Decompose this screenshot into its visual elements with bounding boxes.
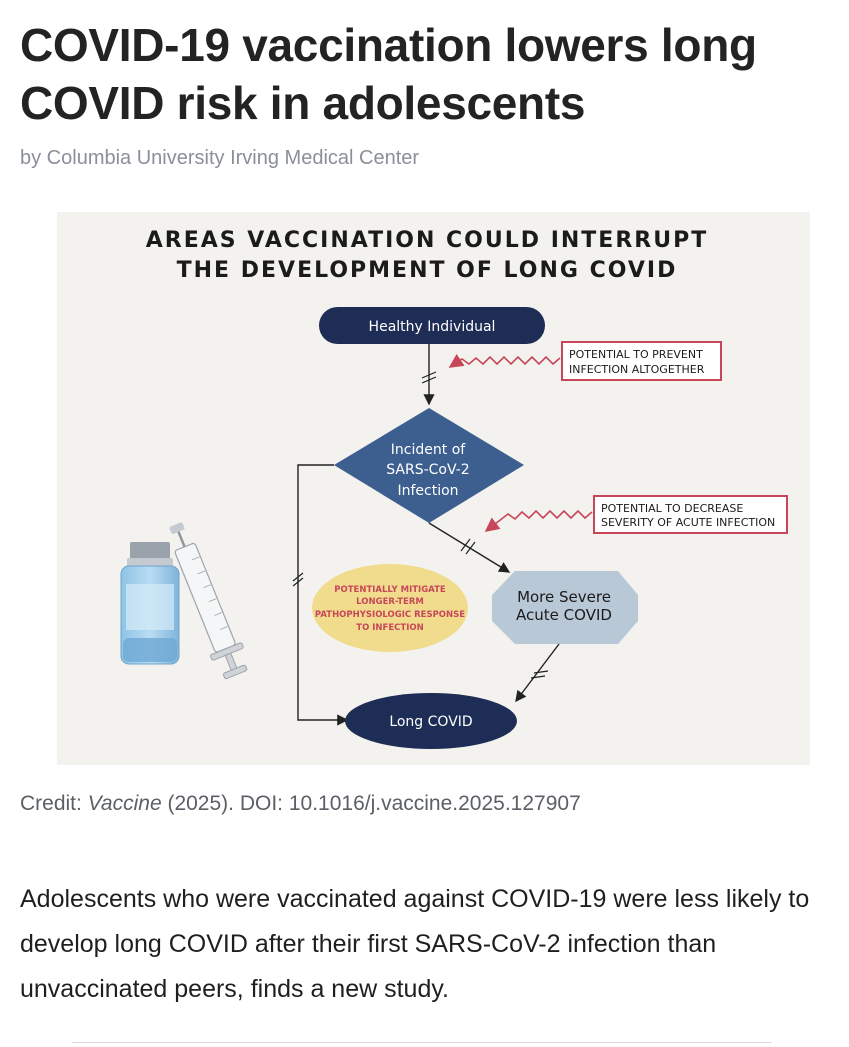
mitigate-line4: TO INFECTION [356,623,424,633]
node-incident-line1: Incident of [390,442,466,458]
node-long-covid-label: Long COVID [389,714,473,730]
node-healthy-label: Healthy Individual [368,319,496,335]
callout-prevent-line2: INFECTION ALTOGETHER [569,363,705,376]
credit-suffix: (2025). DOI: 10.1016/j.vaccine.2025.127907 [161,792,581,815]
mitigate-line2: LONGER-TERM [356,597,424,607]
callout-prevent-line1: POTENTIAL TO PREVENT [569,348,703,361]
figure-title-line2: THE DEVELOPMENT OF LONG COVID [176,258,678,283]
mitigate-ellipse [312,564,468,652]
node-incident-line3: Infection [397,483,459,499]
content-divider [72,1042,772,1043]
mitigate-line3: PATHOPHYSIOLOGIC RESPONSE [314,610,466,620]
zigzag-arrow-prevent [450,357,560,367]
callout-decrease-line2: SEVERITY OF ACUTE INFECTION [601,516,776,529]
zigzag-arrow-decrease [486,511,592,531]
article-byline[interactable]: by Columbia University Irving Medical Center [20,147,420,169]
node-severe-line2: Acute COVID [516,606,612,624]
edge-incident-to-severe [429,523,509,572]
flowchart-diagram [57,212,810,765]
callout-decrease-line1: POTENTIAL TO DECREASE [601,502,744,515]
credit-journal: Vaccine [87,792,162,815]
credit-prefix: Credit: [20,792,88,815]
article-lead-paragraph: Adolescents who were vaccinated against COVID-19 were less likely to develop long COVID after their first SARS-CoV-2 infection than unvaccinated peers, finds a new study. [20,885,810,1003]
node-severe-line1: More Severe [517,588,611,606]
article-figure[interactable] [57,212,810,765]
node-incident-line2: SARS-CoV-2 [386,462,470,478]
vaccine-vial-illustration [121,542,179,664]
figure-title-line1: AREAS VACCINATION COULD INTERRUPT [145,228,709,253]
figure-credit [20,792,581,816]
article-headline: COVID-19 vaccination lowers long COVID risk in adolescents [20,19,757,129]
mitigate-line1: POTENTIALLY MITIGATE [334,585,446,595]
